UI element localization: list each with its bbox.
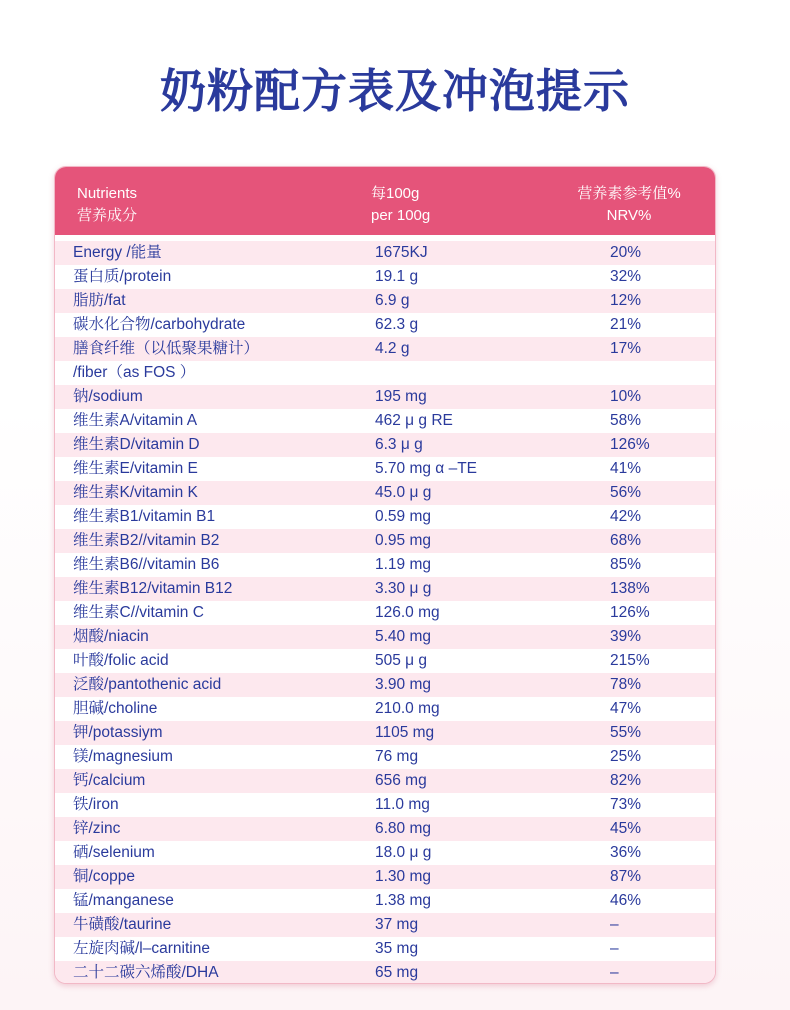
table-row: [55, 721, 715, 745]
nutrient-name: 锰/manganese: [73, 892, 174, 909]
nutrient-nrv: 56%: [610, 484, 642, 501]
nutrient-name: 钙/calcium: [73, 772, 146, 789]
nutrient-amount: 0.59 mg: [375, 508, 432, 525]
nutrient-name: 维生素E/vitamin E: [73, 460, 198, 477]
nutrient-amount: 1.30 mg: [375, 868, 432, 885]
table-row: [55, 937, 715, 961]
nutrient-nrv: 126%: [610, 436, 650, 453]
table-row: [55, 841, 715, 865]
header-per-100g-en: per 100g: [371, 207, 431, 224]
nutrient-nrv: 73%: [610, 796, 642, 813]
nutrient-name: 镁/magnesium: [73, 748, 173, 765]
table-row: [55, 385, 715, 409]
header-nrv-en: NRV%: [606, 207, 652, 224]
table-row: [55, 769, 715, 793]
table-row: [55, 433, 715, 457]
nutrient-amount: 37 mg: [375, 916, 419, 933]
nutrient-amount: 1.19 mg: [375, 556, 432, 573]
table-row: [55, 457, 715, 481]
table-row: [55, 625, 715, 649]
table-row: [55, 553, 715, 577]
nutrient-nrv: 78%: [610, 676, 642, 693]
nutrient-nrv: 215%: [610, 652, 650, 669]
nutrient-amount: 5.40 mg: [375, 628, 432, 645]
nutrient-amount: 6.3 μ g: [375, 436, 423, 453]
table-row: [55, 697, 715, 721]
nutrient-amount: 0.95 mg: [375, 532, 432, 549]
nutrient-name: 维生素D/vitamin D: [73, 436, 200, 453]
table-row: [55, 241, 715, 265]
nutrition-table: [54, 166, 716, 984]
nutrient-nrv: 47%: [610, 700, 642, 717]
nutrient-amount: 210.0 mg: [375, 700, 440, 717]
nutrient-name: 蛋白质/protein: [73, 268, 172, 285]
nutrient-amount: 65 mg: [375, 964, 419, 981]
nutrient-name: 碳水化合物/carbohydrate: [73, 316, 246, 333]
table-row: [55, 601, 715, 625]
header-per-100g: [371, 183, 430, 227]
nutrient-amount: 3.30 μ g: [375, 580, 432, 597]
page-title: 奶粉配方表及冲泡提示: [160, 64, 630, 118]
table-row: [55, 961, 715, 984]
nutrient-amount: 6.80 mg: [375, 820, 432, 837]
nutrient-amount: 6.9 g: [375, 292, 410, 309]
table-row: [55, 817, 715, 841]
nutrient-amount: 19.1 g: [375, 268, 419, 285]
nutrient-nrv: 55%: [610, 724, 642, 741]
table-row: [55, 265, 715, 289]
header-nutrients-en: Nutrients: [77, 185, 138, 202]
nutrient-name: 叶酸/folic acid: [73, 652, 169, 669]
nutrient-nrv: 42%: [610, 508, 642, 525]
nutrient-nrv: 41%: [610, 460, 642, 477]
table-row: [55, 361, 715, 385]
nutrient-amount: 3.90 mg: [375, 676, 432, 693]
nutrient-nrv: 45%: [610, 820, 642, 837]
nutrient-name: 脂肪/fat: [73, 292, 126, 309]
nutrient-name: 维生素B6//vitamin B6: [73, 556, 220, 573]
nutrient-nrv: 36%: [610, 844, 642, 861]
table-header: [55, 167, 715, 235]
nutrient-name: 硒/selenium: [73, 844, 155, 861]
nutrient-nrv: –: [610, 940, 619, 957]
table-row: [55, 745, 715, 769]
nutrient-nrv: 68%: [610, 532, 642, 549]
nutrient-name: 铁/iron: [73, 796, 119, 813]
table-row: [55, 673, 715, 697]
nutrient-amount: 45.0 μ g: [375, 484, 432, 501]
table-row: [55, 889, 715, 913]
nutrient-nrv: 82%: [610, 772, 642, 789]
nutrient-name: 钾/potassiym: [73, 724, 163, 741]
nutrient-name: Energy /能量: [73, 244, 162, 261]
nutrient-nrv: 126%: [610, 604, 650, 621]
nutrient-nrv: 12%: [610, 292, 642, 309]
nutrient-nrv: 25%: [610, 748, 642, 765]
nutrient-name: 泛酸/pantothenic acid: [73, 676, 222, 693]
nutrient-nrv: 46%: [610, 892, 642, 909]
header-nrv-cn: 营养素参考值%: [577, 185, 681, 202]
nutrient-amount: 1.38 mg: [375, 892, 432, 909]
nutrient-nrv: 21%: [610, 316, 642, 333]
table-row: [55, 865, 715, 889]
nutrient-amount: 5.70 mg α –TE: [375, 460, 478, 477]
nutrient-nrv: 32%: [610, 268, 642, 285]
table-row: [55, 337, 715, 361]
header-nrv: [567, 183, 691, 227]
nutrient-name: 烟酸/niacin: [73, 628, 149, 645]
nutrient-name: 左旋肉碱/l–carnitine: [73, 940, 210, 957]
nutrient-nrv: 87%: [610, 868, 642, 885]
table-row: [55, 793, 715, 817]
nutrient-name: 维生素B1/vitamin B1: [73, 508, 216, 525]
nutrient-amount: 18.0 μ g: [375, 844, 432, 861]
table-row: [55, 289, 715, 313]
table-body: [55, 241, 715, 984]
nutrient-nrv: –: [610, 916, 619, 933]
header-per-100g-cn: 每100g: [371, 185, 420, 202]
nutrient-nrv: –: [610, 964, 619, 981]
nutrient-amount: 35 mg: [375, 940, 419, 957]
table-row: [55, 409, 715, 433]
table-row: [55, 313, 715, 337]
nutrient-name: 维生素K/vitamin K: [73, 484, 198, 501]
nutrient-nrv: 20%: [610, 244, 642, 261]
nutrient-name: 锌/zinc: [73, 820, 121, 837]
table-row: [55, 529, 715, 553]
nutrient-name: 铜/coppe: [73, 868, 136, 885]
nutrient-name: 维生素B12/vitamin B12: [73, 580, 233, 597]
nutrient-name: 膳食纤维（以低聚果糖计）: [73, 340, 260, 357]
table-row: [55, 913, 715, 937]
nutrient-name: 牛磺酸/taurine: [73, 916, 172, 933]
nutrient-nrv: 138%: [610, 580, 650, 597]
nutrient-name: 维生素C//vitamin C: [73, 604, 204, 621]
nutrient-amount: 126.0 mg: [375, 604, 440, 621]
nutrient-nrv: 10%: [610, 388, 642, 405]
table-row: [55, 649, 715, 673]
nutrient-amount: 656 mg: [375, 772, 427, 789]
nutrient-name: 维生素B2//vitamin B2: [73, 532, 220, 549]
nutrient-amount: 1675KJ: [375, 244, 428, 261]
nutrient-amount: 1105 mg: [375, 724, 435, 741]
nutrient-amount: 4.2 g: [375, 340, 410, 357]
nutrient-name: /fiber（as FOS ）: [73, 364, 196, 381]
nutrient-name: 维生素A/vitamin A: [73, 412, 198, 429]
header-nutrients: [77, 183, 137, 227]
table-row: [55, 577, 715, 601]
nutrient-name: 钠/sodium: [73, 388, 143, 405]
nutrient-nrv: 58%: [610, 412, 642, 429]
nutrient-amount: 462 μ g RE: [375, 412, 453, 429]
table-row: [55, 505, 715, 529]
header-nutrients-cn: 营养成分: [77, 207, 138, 224]
nutrient-amount: 11.0 mg: [375, 796, 430, 813]
table-row: [55, 481, 715, 505]
nutrient-amount: 195 mg: [375, 388, 427, 405]
nutrient-amount: 76 mg: [375, 748, 419, 765]
nutrient-name: 胆碱/choline: [73, 700, 158, 717]
nutrient-amount: 505 μ g: [375, 652, 428, 669]
nutrient-name: 二十二碳六烯酸/DHA: [73, 964, 219, 981]
nutrient-nrv: 85%: [610, 556, 642, 573]
nutrient-nrv: 17%: [610, 340, 642, 357]
nutrient-nrv: 39%: [610, 628, 642, 645]
nutrient-amount: 62.3 g: [375, 316, 419, 333]
